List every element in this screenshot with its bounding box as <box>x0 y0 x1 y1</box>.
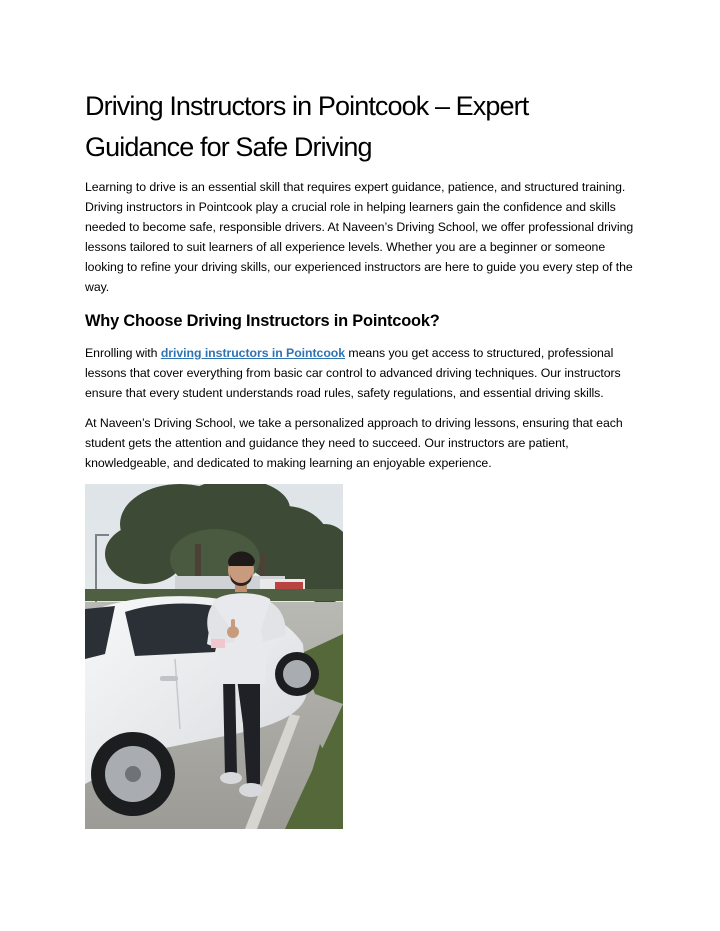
enrolling-paragraph <box>85 343 640 403</box>
instructor-photo <box>85 484 343 829</box>
paragraph-text-start: Enrolling with <box>85 346 161 360</box>
paragraph-text-end: means you get access to structured, professional lessons that cover everything from basic car control to advanced driving techniques. Our instructors ensure that every student understands road rules, safety regulations, and essential driving skills. <box>85 346 621 400</box>
intro-paragraph: Learning to drive is an essential skill that requires expert guidance, patience, and structured training. Driving instructors in Pointcook play a crucial role in helping learners gain the confidence and skills needed to become safe, responsible drivers. At Naveen’s Driving School, we offer professional driving lessons tailored to suit learners of all experience levels. Whether you are a beginner or someone looking to refine your driving skills, our experienced instructors are here to guide you every step of the way. <box>85 180 634 294</box>
page-title: Driving Instructors in Pointcook – Expert Guidance for Safe Driving <box>85 91 529 162</box>
section-heading: Why Choose Driving Instructors in Pointcook? <box>85 312 440 330</box>
approach-paragraph: At Naveen’s Driving School, we take a personalized approach to driving lessons, ensuring that each student gets the attention and guidance they need to succeed. Our instructors are patient, knowledgeable, and dedicated to making learning an enjoyable experience. <box>85 416 623 470</box>
document-page <box>85 86 640 829</box>
driving-instructors-link[interactable]: driving instructors in Pointcook <box>160 346 346 360</box>
